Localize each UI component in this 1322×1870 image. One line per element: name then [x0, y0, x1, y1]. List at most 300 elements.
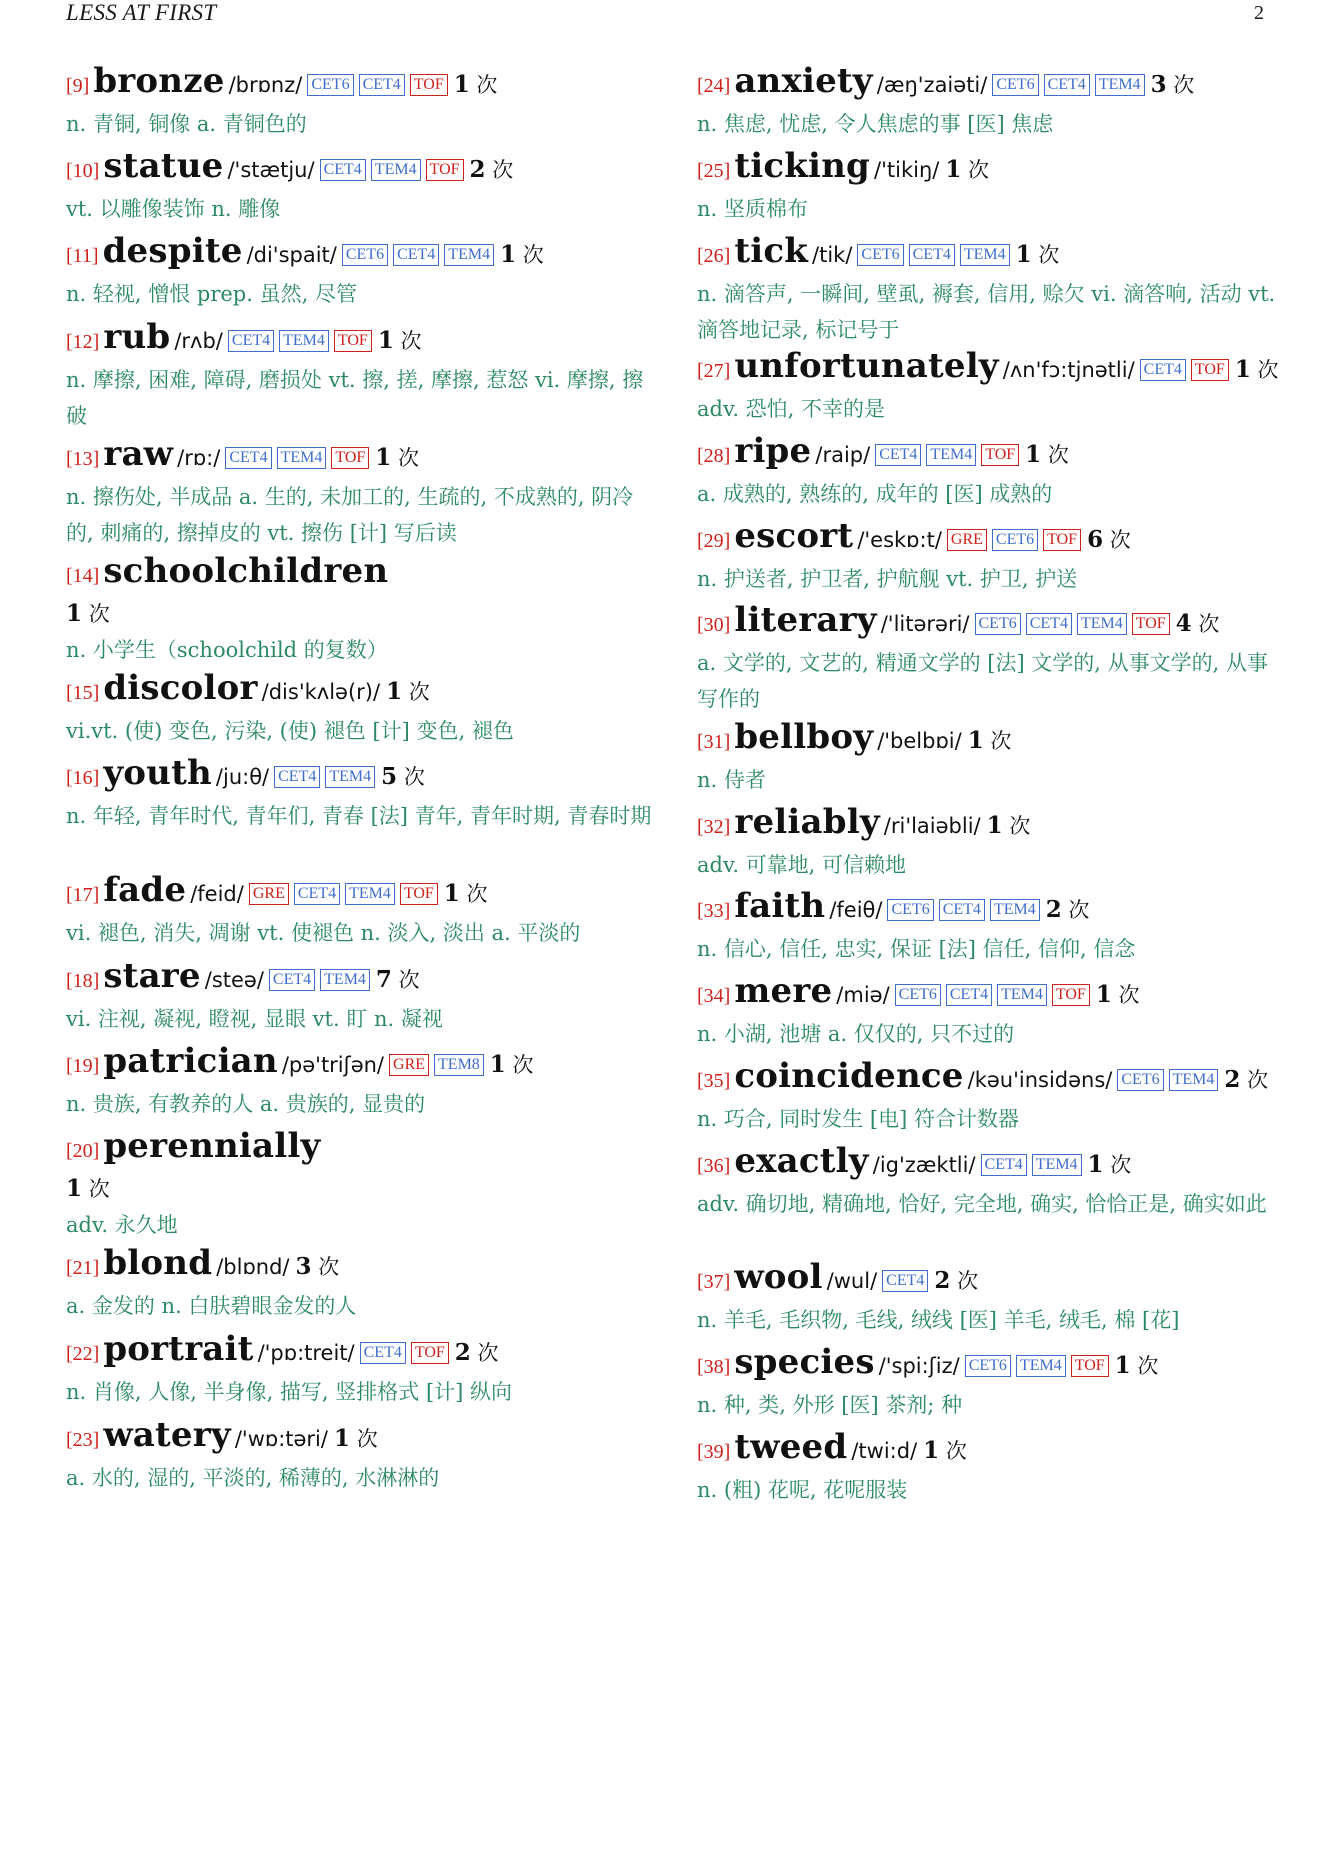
exam-tag: CET6 [887, 899, 933, 921]
phonetic: /'spi:ʃiz/ [878, 1354, 960, 1378]
definition: n. 青铜, 铜像 a. 青铜色的 [66, 112, 307, 136]
phonetic: /ri'laiəbli/ [883, 814, 981, 838]
phonetic: /raip/ [815, 443, 871, 467]
definition: n. (粗) 花呢, 花呢服装 [697, 1478, 908, 1502]
exam-tag: CET4 [909, 244, 955, 266]
entry-heading [66, 318, 656, 362]
definition: n. 小湖, 池塘 a. 仅仅的, 只不过的 [697, 1022, 1015, 1046]
phonetic: /pə'triʃən/ [281, 1053, 385, 1077]
entry-heading [697, 718, 1287, 762]
word-entry [66, 957, 656, 1037]
exam-tag: CET6 [965, 1355, 1011, 1377]
entry-index: [27] [697, 360, 731, 382]
count-number: 3 [295, 1253, 312, 1280]
occurrence-count [1088, 1153, 1132, 1177]
word-entry [697, 803, 1287, 883]
entry-heading [66, 1042, 656, 1086]
occurrence-count [1151, 73, 1195, 97]
count-number: 1 [66, 600, 83, 627]
headword: stare [103, 956, 201, 996]
word-entry [66, 1330, 656, 1410]
count-suffix: 次 [400, 329, 422, 353]
headword: fade [103, 870, 187, 910]
headword: patrician [103, 1041, 278, 1081]
definition: vi. 注视, 凝视, 瞪视, 显眼 vt. 盯 n. 凝视 [66, 1007, 443, 1031]
exam-tag: CET6 [307, 74, 353, 96]
word-entry [697, 517, 1287, 597]
definition: n. 滴答声, 一瞬间, 壁虱, 褥套, 信用, 赊欠 vi. 滴答响, 活动 vt. 滴答地记录, 标记号于 [697, 282, 1276, 342]
exam-tag: GRE [249, 883, 289, 905]
entry-heading [697, 1258, 1287, 1302]
definition: adv. 永久地 [66, 1213, 178, 1237]
occurrence-count [934, 1269, 978, 1293]
entry-heading [66, 62, 656, 106]
headword: literary [734, 600, 877, 640]
occurrence-count [490, 1053, 534, 1077]
exam-tag: CET4 [225, 447, 271, 469]
entry-heading [66, 957, 656, 1001]
exam-tag: TEM4 [444, 244, 494, 266]
exam-tag: CET6 [992, 529, 1038, 551]
word-entry [66, 147, 656, 227]
count-suffix: 次 [1068, 898, 1090, 922]
phonetic: /dis'kʌlə(r)/ [261, 680, 381, 704]
entry-heading [697, 972, 1287, 1016]
exam-tag: CET4 [320, 159, 366, 181]
count-suffix: 次 [1198, 612, 1220, 636]
occurrence-count [945, 158, 989, 182]
exam-tag: TEM4 [1016, 1355, 1066, 1377]
definition: adv. 确切地, 精确地, 恰好, 完全地, 确实, 恰恰正是, 确实如此 [697, 1192, 1267, 1216]
count-number: 1 [500, 241, 517, 268]
exam-tag: CET4 [1140, 359, 1186, 381]
exam-tag: CET4 [274, 766, 320, 788]
exam-tag: TEM4 [990, 899, 1040, 921]
headword: youth [103, 753, 212, 793]
phonetic: /ju:θ/ [215, 765, 270, 789]
entry-index: [17] [66, 884, 100, 906]
entry-heading [697, 887, 1287, 931]
entry-heading [66, 147, 656, 191]
headword: raw [103, 434, 174, 474]
entry-index: [35] [697, 1070, 731, 1092]
exam-tag: TEM4 [371, 159, 421, 181]
count-number: 1 [453, 71, 470, 98]
exam-tag: TOF [1052, 984, 1090, 1006]
definition: a. 成熟的, 熟练的, 成年的 [医] 成熟的 [697, 482, 1053, 506]
exam-tag: CET6 [857, 244, 903, 266]
word-entry [697, 601, 1287, 717]
headword: rub [103, 317, 171, 357]
exam-tag: CET6 [895, 984, 941, 1006]
count-suffix: 次 [1110, 1153, 1132, 1177]
word-entry [66, 232, 656, 312]
entry-index: [37] [697, 1271, 731, 1293]
occurrence-count [444, 882, 488, 906]
count-suffix: 次 [492, 158, 514, 182]
count-suffix: 次 [1118, 983, 1140, 1007]
headword: perennially [103, 1126, 321, 1166]
occurrence-count [1224, 1068, 1268, 1092]
count-suffix: 次 [990, 729, 1012, 753]
exam-tag: TEM4 [1169, 1069, 1219, 1091]
exam-tag: CET4 [269, 969, 315, 991]
word-entry [66, 871, 656, 951]
entry-index: [38] [697, 1356, 731, 1378]
count-suffix: 次 [318, 1255, 340, 1279]
count-number: 1 [1025, 441, 1042, 468]
exam-tag: TEM4 [279, 330, 329, 352]
phonetic: /'pɒ:treit/ [257, 1341, 355, 1365]
entry-index: [34] [697, 985, 731, 1007]
exam-tag: TOF [331, 447, 369, 469]
exam-tag: TEM4 [320, 969, 370, 991]
entry-heading [697, 147, 1287, 191]
entry-index: [14] [66, 565, 100, 587]
word-entry [697, 62, 1287, 142]
count-suffix: 次 [408, 680, 430, 704]
phonetic: /brɒnz/ [228, 73, 303, 97]
phonetic: /'stætju/ [227, 158, 315, 182]
exam-tag: CET4 [360, 1342, 406, 1364]
count-suffix: 次 [1173, 73, 1195, 97]
headword: portrait [103, 1329, 254, 1369]
headword: anxiety [734, 61, 873, 101]
exam-tag: TOF [334, 330, 372, 352]
entry-index: [36] [697, 1155, 731, 1177]
entry-heading [697, 1142, 1287, 1186]
definition: n. 种, 类, 外形 [医] 茶剂; 种 [697, 1393, 963, 1417]
occurrence-count [923, 1439, 967, 1463]
count-number: 1 [986, 812, 1003, 839]
headword: ticking [734, 146, 871, 186]
count-number: 2 [1224, 1066, 1241, 1093]
word-entry [697, 1258, 1287, 1338]
word-entry [697, 347, 1287, 427]
word-entry [66, 435, 656, 551]
definition: n. 轻视, 憎恨 prep. 虽然, 尽管 [66, 282, 357, 306]
word-entry [697, 1343, 1287, 1423]
phonetic: /'eskɒ:t/ [857, 528, 942, 552]
occurrence-count [376, 968, 420, 992]
exam-tag: CET4 [1044, 74, 1090, 96]
phonetic: /'wɒ:təri/ [234, 1427, 328, 1451]
exam-tag: CET4 [228, 330, 274, 352]
entry-heading [66, 871, 656, 915]
phonetic: /rʌb/ [174, 329, 223, 353]
headword: faith [734, 886, 826, 926]
entry-index: [22] [66, 1343, 100, 1365]
occurrence-count [66, 602, 110, 626]
word-entry [66, 754, 656, 834]
definition: adv. 可靠地, 可信赖地 [697, 853, 907, 877]
phonetic: /blɒnd/ [216, 1255, 290, 1279]
entry-index: [15] [66, 682, 100, 704]
phonetic: /rɒ:/ [177, 446, 221, 470]
word-entry [66, 552, 656, 668]
entry-heading [697, 1428, 1287, 1472]
entry-heading [697, 517, 1287, 561]
count-suffix: 次 [397, 446, 419, 470]
count-suffix: 次 [88, 1177, 110, 1201]
exam-tag: CET4 [981, 1154, 1027, 1176]
headword: tweed [734, 1427, 848, 1467]
page-number: 2 [1254, 2, 1264, 24]
definition: a. 金发的 n. 白肤碧眼金发的人 [66, 1294, 357, 1318]
occurrence-count [454, 73, 498, 97]
phonetic: /ʌn'fɔ:tjnətli/ [1002, 358, 1135, 382]
phonetic: /æŋ'zaiəti/ [876, 73, 988, 97]
exam-tag: TOF [1071, 1355, 1109, 1377]
word-entry [66, 1127, 656, 1243]
definition: a. 水的, 湿的, 平淡的, 稀薄的, 水淋淋的 [66, 1466, 440, 1490]
entry-heading [697, 601, 1287, 645]
count-number: 3 [1150, 71, 1167, 98]
count-number: 2 [469, 156, 486, 183]
entry-heading [697, 347, 1287, 391]
occurrence-count [1096, 983, 1140, 1007]
exam-tag: CET4 [946, 984, 992, 1006]
headword: despite [102, 231, 243, 271]
occurrence-count [1046, 898, 1090, 922]
definition: vi.vt. (使) 变色, 污染, (使) 褪色 [计] 变色, 褪色 [66, 719, 514, 743]
occurrence-count [500, 243, 544, 267]
headword: statue [103, 146, 224, 186]
entry-index: [24] [697, 75, 731, 97]
definition: n. 信心, 信任, 忠实, 保证 [法] 信任, 信仰, 信念 [697, 937, 1136, 961]
count-number: 2 [454, 1339, 471, 1366]
entry-heading [66, 435, 656, 479]
exam-tag: CET4 [359, 74, 405, 96]
count-suffix: 次 [1047, 443, 1069, 467]
count-suffix: 次 [512, 1053, 534, 1077]
count-number: 1 [375, 444, 392, 471]
word-entry [697, 1428, 1287, 1508]
exam-tag: CET4 [939, 899, 985, 921]
occurrence-count [987, 814, 1031, 838]
entry-heading [697, 803, 1287, 847]
count-suffix: 次 [1038, 243, 1060, 267]
definition: n. 护送者, 护卫者, 护航舰 vt. 护卫, 护送 [697, 567, 1078, 591]
entry-heading [66, 669, 656, 713]
exam-tag: TOF [1191, 359, 1229, 381]
entry-heading [697, 432, 1287, 476]
count-number: 6 [1087, 526, 1104, 553]
word-entry [697, 887, 1287, 967]
count-suffix: 次 [403, 765, 425, 789]
entry-index: [25] [697, 160, 731, 182]
count-suffix: 次 [1257, 358, 1279, 382]
phonetic: /steə/ [204, 968, 264, 992]
occurrence-count [375, 446, 419, 470]
headword: tick [734, 231, 809, 271]
phonetic: /'litərəri/ [880, 612, 970, 636]
occurrence-count [1016, 243, 1060, 267]
definition: n. 焦虑, 忧虑, 令人焦虑的事 [医] 焦虑 [697, 112, 1054, 136]
exam-tag: TOF [411, 1342, 449, 1364]
occurrence-count [381, 765, 425, 789]
count-number: 1 [66, 1175, 83, 1202]
occurrence-count [378, 329, 422, 353]
word-entry [697, 1142, 1287, 1222]
word-entry [66, 669, 656, 749]
word-entry [66, 62, 656, 142]
entry-index: [39] [697, 1441, 731, 1463]
count-number: 1 [1234, 356, 1251, 383]
exam-tag: TEM4 [1095, 74, 1145, 96]
definition: n. 坚质棉布 [697, 197, 808, 221]
count-suffix: 次 [945, 1439, 967, 1463]
exam-tag: TEM4 [960, 244, 1010, 266]
word-entry [697, 147, 1287, 227]
headword: unfortunately [734, 346, 999, 386]
definition: n. 摩擦, 困难, 障碍, 磨损处 vt. 擦, 搓, 摩擦, 惹怒 vi. 摩擦, 擦破 [66, 368, 644, 428]
occurrence-count [968, 729, 1012, 753]
occurrence-count [334, 1427, 378, 1451]
word-entry [697, 718, 1287, 798]
definition: vt. 以雕像装饰 n. 雕像 [66, 197, 281, 221]
headword: escort [734, 516, 854, 556]
exam-tag: TOF [981, 444, 1019, 466]
count-suffix: 次 [466, 882, 488, 906]
entry-heading [66, 1244, 656, 1288]
count-suffix: 次 [398, 968, 420, 992]
count-suffix: 次 [957, 1269, 979, 1293]
definition: vi. 褪色, 消失, 凋谢 vt. 使褪色 n. 淡入, 淡出 a. 平淡的 [66, 921, 581, 945]
definition: n. 小学生（schoolchild 的复数） [66, 638, 388, 662]
occurrence-count [1025, 443, 1069, 467]
count-number: 1 [489, 1051, 506, 1078]
definition: n. 贵族, 有教养的人 a. 贵族的, 显贵的 [66, 1092, 426, 1116]
exam-tag: TEM4 [325, 766, 375, 788]
headword: bellboy [734, 717, 874, 757]
entry-index: [21] [66, 1257, 100, 1279]
entry-heading [697, 62, 1287, 106]
count-suffix: 次 [1109, 528, 1131, 552]
exam-tag: CET4 [393, 244, 439, 266]
entry-index: [19] [66, 1055, 100, 1077]
entry-index: [11] [66, 245, 99, 267]
entry-heading [66, 754, 656, 798]
count-number: 7 [375, 966, 392, 993]
phonetic: /miə/ [836, 983, 890, 1007]
headword: species [734, 1342, 875, 1382]
word-entry [66, 1244, 656, 1324]
definition: n. 侍者 [697, 768, 766, 792]
headword: schoolchildren [103, 551, 389, 591]
entry-heading [697, 232, 1287, 276]
definition: n. 肖像, 人像, 半身像, 描写, 竖排格式 [计] 纵向 [66, 1380, 513, 1404]
entry-index: [30] [697, 614, 731, 636]
headword: blond [103, 1243, 213, 1283]
entry-index: [26] [697, 245, 731, 267]
count-number: 4 [1175, 610, 1192, 637]
phonetic: /'belbɒi/ [877, 729, 962, 753]
definition: n. 年轻, 青年时代, 青年们, 青春 [法] 青年, 青年时期, 青春时期 [66, 804, 652, 828]
entry-heading [697, 1057, 1287, 1101]
word-entry [697, 1057, 1287, 1137]
occurrence-count [1115, 1354, 1159, 1378]
phonetic: /ig'zæktli/ [872, 1153, 976, 1177]
occurrence-count [455, 1341, 499, 1365]
exam-tag: GRE [947, 529, 987, 551]
word-entry [697, 972, 1287, 1052]
entry-index: [13] [66, 448, 100, 470]
entry-index: [16] [66, 767, 100, 789]
entry-index: [12] [66, 331, 100, 353]
exam-tag: TOF [400, 883, 438, 905]
count-number: 1 [333, 1425, 350, 1452]
count-number: 1 [443, 880, 460, 907]
entry-index: [10] [66, 160, 100, 182]
word-entry [66, 1042, 656, 1122]
exam-tag: CET6 [992, 74, 1038, 96]
exam-tag: TOF [1043, 529, 1081, 551]
headword: wool [734, 1257, 823, 1297]
entry-index: [20] [66, 1140, 100, 1162]
entry-heading [66, 1416, 656, 1460]
headword: discolor [103, 668, 258, 708]
count-number: 1 [967, 727, 984, 754]
exam-tag: CET6 [1117, 1069, 1163, 1091]
phonetic: /'tikiŋ/ [874, 158, 940, 182]
headword: watery [103, 1415, 231, 1455]
count-number: 1 [923, 1437, 940, 1464]
exam-tag: TOF [1132, 613, 1170, 635]
occurrence-count [296, 1255, 340, 1279]
occurrence-count [386, 680, 430, 704]
count-suffix: 次 [477, 1341, 499, 1365]
entry-index: [23] [66, 1429, 100, 1451]
occurrence-count [1235, 358, 1279, 382]
count-number: 1 [377, 327, 394, 354]
phonetic: /di'spait/ [246, 243, 337, 267]
exam-tag: CET4 [882, 1270, 928, 1292]
exam-tag: TEM4 [277, 447, 327, 469]
exam-tag: TEM4 [926, 444, 976, 466]
page-header-title: LESS AT FIRST [66, 0, 217, 25]
definition: n. 羊毛, 毛织物, 毛线, 绒线 [医] 羊毛, 绒毛, 棉 [花] [697, 1308, 1180, 1332]
entry-index: [9] [66, 75, 90, 97]
word-entry [66, 318, 656, 434]
entry-heading [66, 1330, 656, 1374]
exam-tag: CET6 [975, 613, 1021, 635]
definition: n. 擦伤处, 半成品 a. 生的, 未加工的, 生疏的, 不成熟的, 阴冷的, 刺痛的, 擦掉皮的 vt. 擦伤 [计] 写后读 [66, 485, 634, 545]
headword: bronze [93, 61, 225, 101]
count-number: 1 [1114, 1352, 1131, 1379]
entry-index: [28] [697, 445, 731, 467]
count-suffix: 次 [88, 602, 110, 626]
headword: ripe [734, 431, 812, 471]
word-entry [697, 432, 1287, 512]
count-number: 1 [1087, 1151, 1104, 1178]
entry-heading [66, 552, 656, 596]
exam-tag: TOF [410, 74, 448, 96]
phonetic: /tik/ [812, 243, 853, 267]
occurrence-count [1087, 528, 1131, 552]
count-suffix: 次 [1137, 1354, 1159, 1378]
definition: adv. 恐怕, 不幸的是 [697, 397, 886, 421]
phonetic: /feid/ [190, 882, 244, 906]
headword: mere [734, 971, 833, 1011]
entry-index: [33] [697, 900, 731, 922]
count-number: 1 [1095, 981, 1112, 1008]
word-entry [697, 232, 1287, 348]
count-number: 2 [934, 1267, 951, 1294]
count-suffix: 次 [1247, 1068, 1269, 1092]
phonetic: /twi:d/ [851, 1439, 918, 1463]
exam-tag: CET4 [294, 883, 340, 905]
